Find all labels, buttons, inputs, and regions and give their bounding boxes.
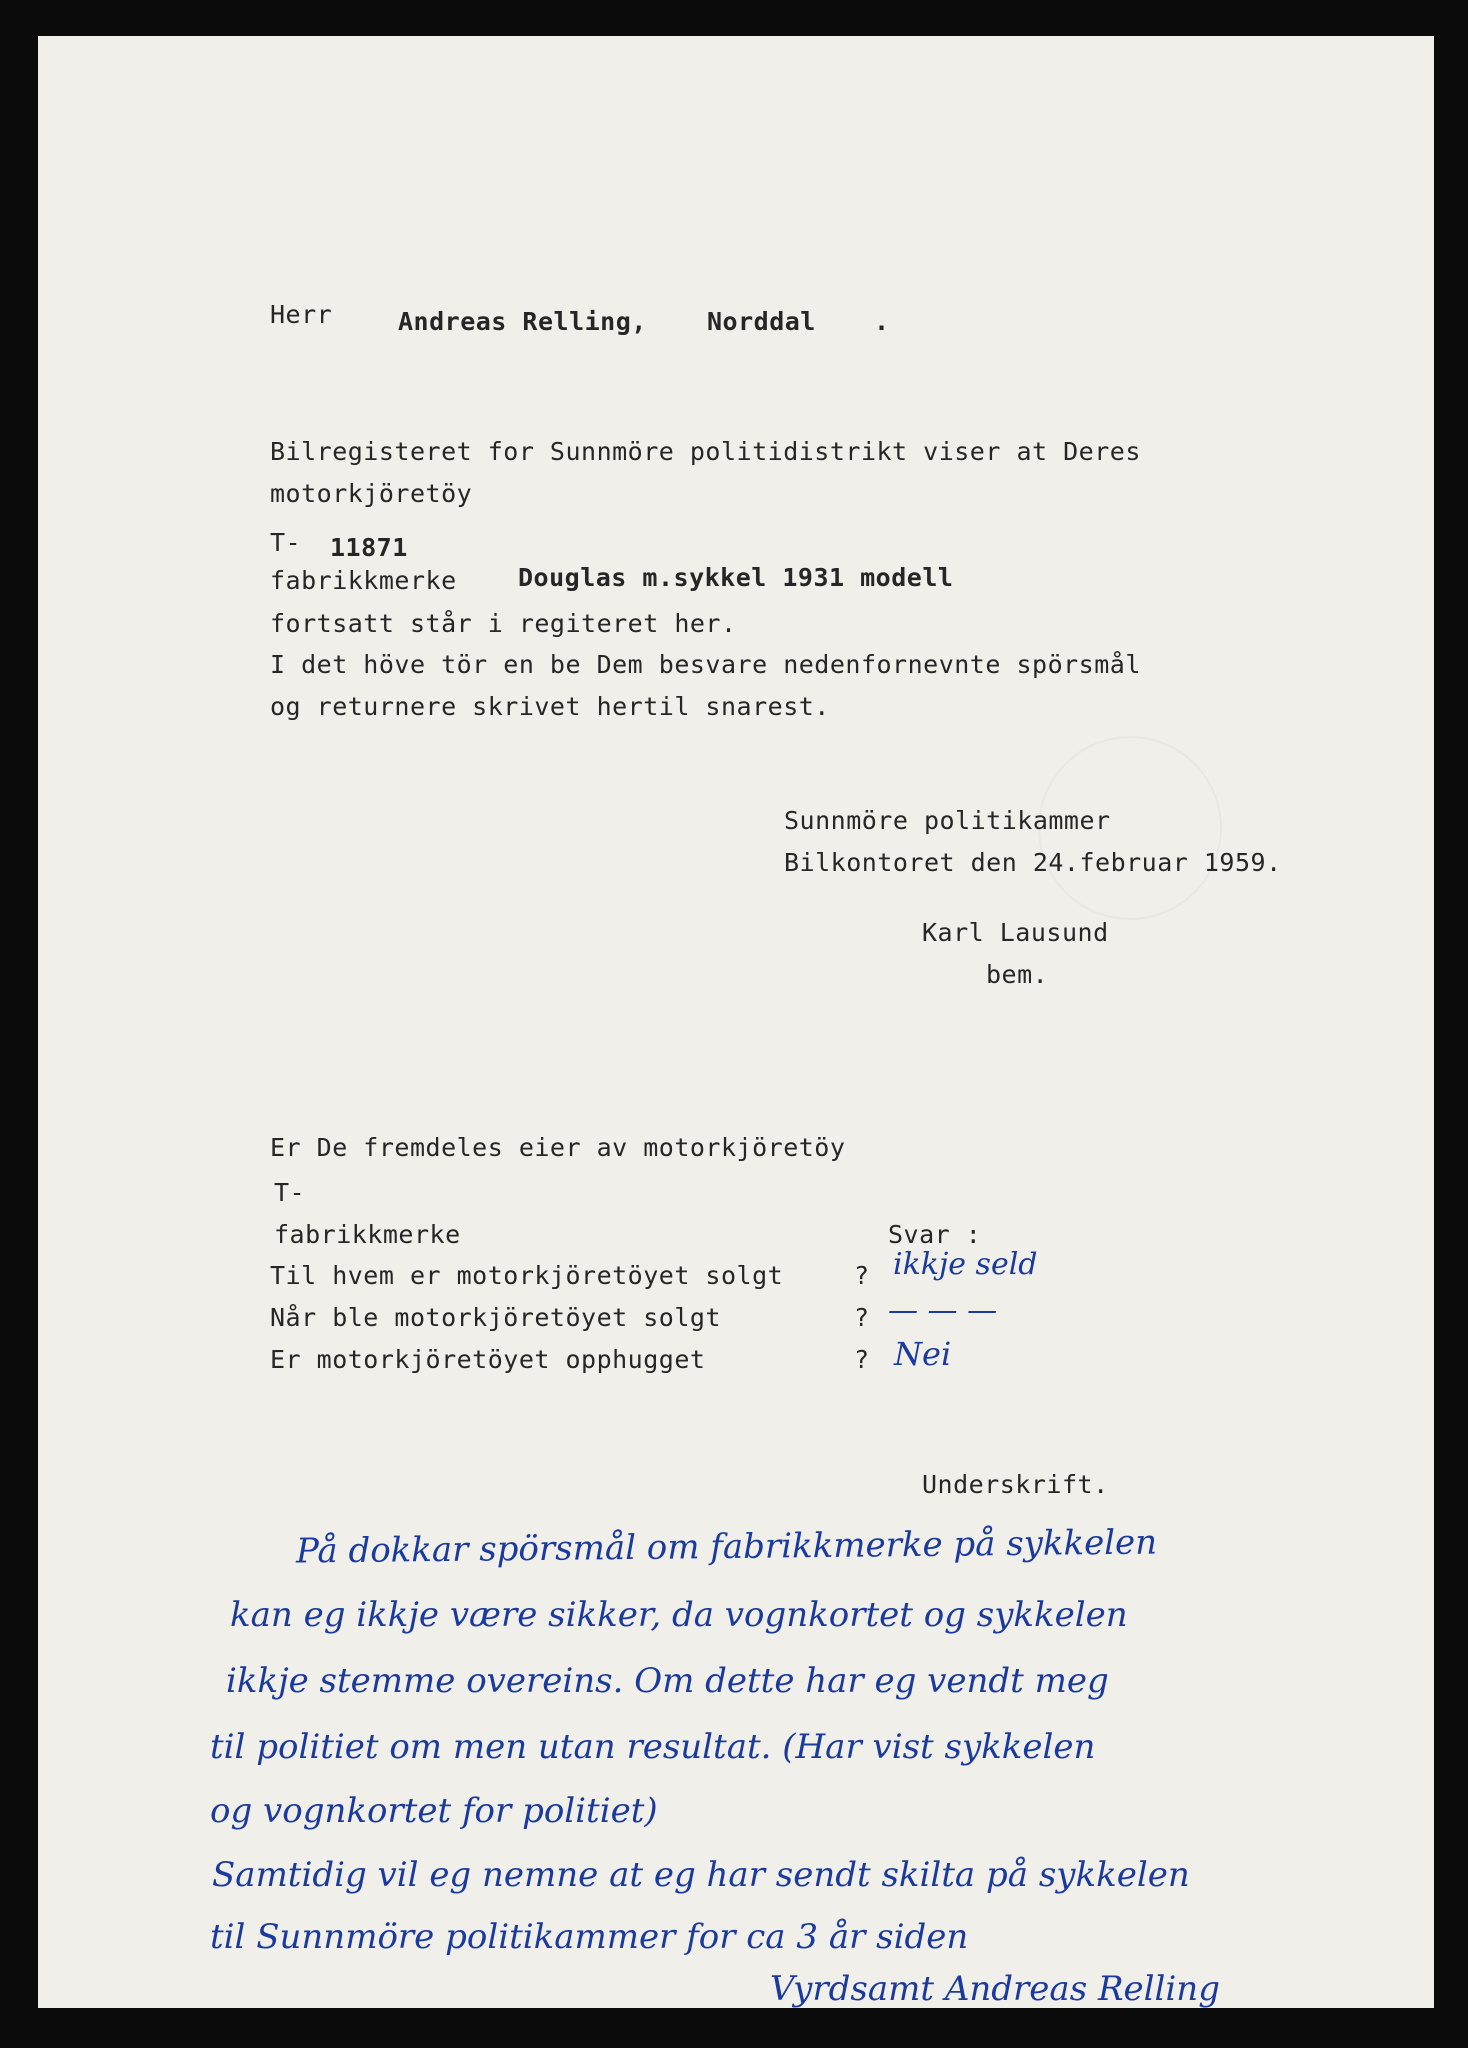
question-mark: ? <box>854 1303 870 1332</box>
body-line: I det höve tör en be Dem besvare nedenfornevnte spörsmål <box>270 650 1141 679</box>
make-value: Douglas m.sykkel 1931 modell <box>518 563 954 592</box>
question-text: Til hvem er motorkjöretöyet solgt <box>270 1261 784 1290</box>
question-make-label: fabrikkmerke <box>274 1220 461 1249</box>
body-line: Bilregisteret for Sunnmöre politidistrikt viser at Deres <box>270 437 1141 466</box>
reg-number: 11871 <box>330 533 408 562</box>
handwritten-answer: ikkje seld <box>893 1247 1038 1282</box>
handwritten-line: og vognkortet for politiet) <box>210 1791 658 1831</box>
question-intro: Er De fremdeles eier av motorkjöretöy <box>270 1133 846 1162</box>
date-line: Bilkontoret den 24.februar 1959. <box>784 848 1282 877</box>
answer-header: Svar : <box>888 1220 982 1249</box>
handwritten-line: På dokkar spörsmål om fabrikkmerke på sykkelen <box>295 1522 1158 1572</box>
question-text: Er motorkjöretöyet opphugget <box>270 1345 706 1374</box>
handwritten-answer: — — — <box>888 1293 998 1328</box>
handwritten-line: kan eg ikkje være sikker, da vognkortet og sykkelen <box>230 1595 1128 1635</box>
question-mark: ? <box>854 1261 870 1290</box>
signer-name: Karl Lausund <box>922 918 1109 947</box>
handwritten-signature: Vyrdsamt Andreas Relling <box>770 1969 1220 2009</box>
body-line: fortsatt står i regiteret her. <box>270 609 737 638</box>
question-text: Når ble motorkjöretöyet solgt <box>270 1303 721 1332</box>
body-line: motorkjöretöy <box>270 479 473 508</box>
handwritten-answer: Nei <box>894 1335 952 1373</box>
body-line: og returnere skrivet hertil snarest. <box>270 692 830 721</box>
question-mark: ? <box>854 1345 870 1374</box>
handwritten-line: Samtidig vil eg nemne at eg har sendt skilta på sykkelen <box>212 1855 1190 1895</box>
recipient-period: . <box>874 307 890 336</box>
recipient-name: Andreas Relling, <box>398 307 647 336</box>
handwritten-line: til Sunnmöre politikammer for ca 3 år siden <box>210 1917 969 1957</box>
office-name: Sunnmöre politikammer <box>784 806 1111 835</box>
handwritten-line: ikkje stemme overeins. Om dette har eg vendt meg <box>226 1661 1109 1701</box>
handwritten-line: til politiet om men utan resultat. (Har vist sykkelen <box>210 1727 1096 1767</box>
signature-label: Underskrift. <box>922 1470 1109 1499</box>
salutation: Herr <box>270 300 333 329</box>
reg-prefix: T- <box>270 528 302 557</box>
recipient-place: Norddal <box>707 307 816 336</box>
make-label: fabrikkmerke <box>270 566 457 595</box>
question-t-line: T- <box>274 1178 306 1207</box>
signer-title: bem. <box>986 960 1049 989</box>
